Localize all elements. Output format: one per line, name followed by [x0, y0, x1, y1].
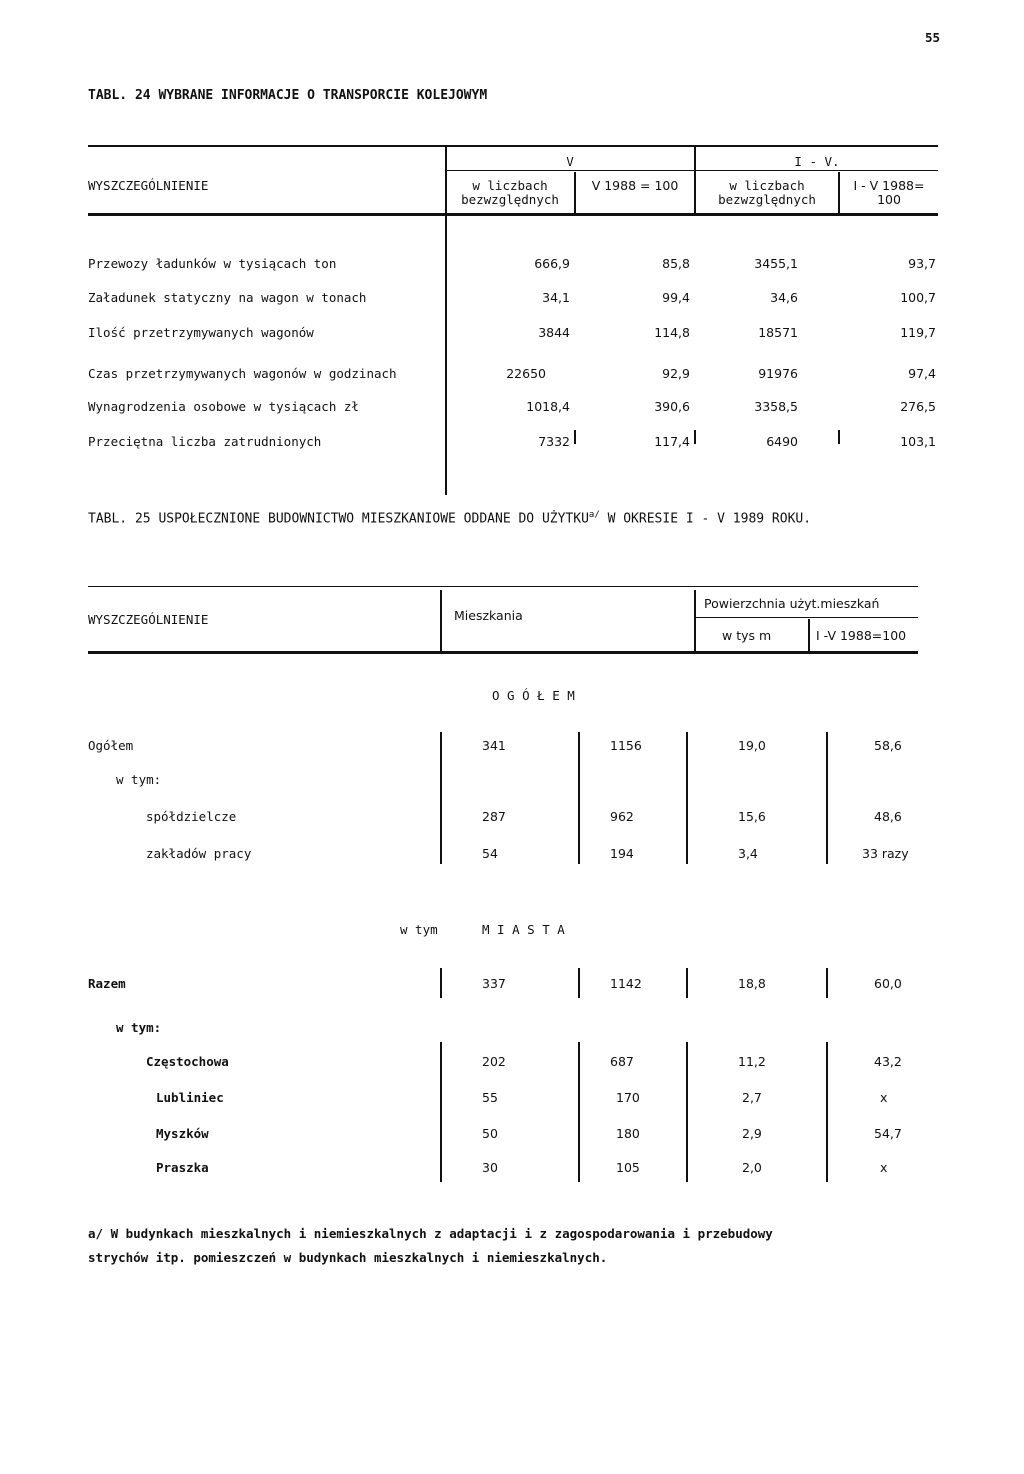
table24-cell: 119,7	[900, 325, 936, 340]
table24-top-rule	[88, 145, 938, 147]
table25-cell: 54	[482, 846, 498, 861]
table24-row-label: Załadunek statyczny na wagon w tonach	[88, 290, 367, 305]
table25-top-rule	[88, 586, 918, 587]
table25-cell: 180	[616, 1126, 640, 1141]
table25-col-head: WYSZCZEGÓLNIENIE	[88, 612, 209, 627]
table24-row-label: Przeciętna liczba zatrudnionych	[88, 434, 322, 449]
table25-row-label: Myszków	[156, 1126, 209, 1141]
table25-section-miasta: M I A S T A	[482, 922, 565, 937]
table24-cell: 666,9	[534, 256, 570, 271]
table25-row-label: Częstochowa	[146, 1054, 229, 1069]
table25-row-label: Lubliniec	[156, 1090, 224, 1105]
table24-cell: 91976	[758, 366, 798, 381]
table25-cell: 19,0	[738, 738, 766, 753]
table24-cell: 18571	[758, 325, 798, 340]
table25-sub-index: I -V 1988=100	[816, 628, 907, 643]
table24-row-label: Przewozy ładunków w tysiącach ton	[88, 256, 337, 271]
table25-col-mieszkania: Mieszkania	[454, 608, 523, 623]
table25-vline-1	[440, 590, 442, 652]
table25-cell: 337	[482, 976, 506, 991]
table25-row-label: Razem	[88, 976, 126, 991]
table25-cell: 43,2	[874, 1054, 902, 1069]
table24-cell: 34,6	[770, 290, 798, 305]
table24-cell: 97,4	[908, 366, 936, 381]
table25-cell: 54,7	[874, 1126, 902, 1141]
table25-vline-3	[808, 619, 810, 652]
table24-cell: 114,8	[654, 325, 690, 340]
table24-tick	[838, 430, 840, 444]
table25-cell: 18,8	[738, 976, 766, 991]
table25-vline-s1	[440, 732, 442, 864]
table25-cell: 50	[482, 1126, 498, 1141]
table25-cell: 962	[610, 809, 634, 824]
table25-col-powierzchnia: Powierzchnia użyt.mieszkań	[704, 596, 880, 611]
table25-row-label: w tym:	[116, 1020, 162, 1035]
table24-group-v: V	[566, 154, 574, 169]
table25-cell: x	[880, 1090, 888, 1105]
table24-cell: 85,8	[662, 256, 690, 271]
table25-row-label: w tym:	[116, 772, 162, 787]
table25-cell: 48,6	[874, 809, 902, 824]
table25-cell: 2,0	[742, 1160, 762, 1175]
table24-cell: 34,1	[542, 290, 570, 305]
table24-row-label: Czas przetrzymywanych wagonów w godzinach	[88, 366, 397, 381]
table25-vline-s1	[826, 732, 828, 864]
table25-cell: 287	[482, 809, 506, 824]
table25-cell: 170	[616, 1090, 640, 1105]
table24-group-rule	[446, 170, 938, 171]
table24-cell: 3844	[538, 325, 570, 340]
table25-cell: x	[880, 1160, 888, 1175]
table24-sub-2: V 1988 = 100	[591, 178, 679, 193]
table25-cell: 2,9	[742, 1126, 762, 1141]
table25-vline-s2	[578, 968, 580, 998]
table25-vline-s2	[440, 1042, 442, 1182]
table24-cell: 103,1	[900, 434, 936, 449]
footnote-line-1: a/ W budynkach mieszkalnych i niemieszkalnych z adaptacji i z zagospodarowania i przebudowy	[88, 1226, 773, 1241]
table25-title	[88, 510, 811, 526]
table25-vline-s2	[686, 1042, 688, 1182]
table25-row-label: zakładów pracy	[146, 846, 252, 861]
table24-cell: 276,5	[900, 399, 936, 414]
table24-cell: 6490	[766, 434, 798, 449]
table25-cell: 1156	[610, 738, 642, 753]
page-number: 55	[925, 30, 941, 45]
table25-header-rule	[88, 651, 918, 654]
table25-vline-s2	[826, 968, 828, 998]
table24-sub-1: w liczbach bezwzględnych	[461, 178, 559, 207]
table24-sub-3: w liczbach bezwzględnych	[718, 178, 816, 207]
table24-row-label: Wynagrodzenia osobowe w tysiącach zł	[88, 399, 359, 414]
table25-cell: 1142	[610, 976, 642, 991]
table24-cell: 100,7	[900, 290, 936, 305]
table25-cell: 60,0	[874, 976, 902, 991]
table24-tick	[694, 430, 696, 444]
table24-cell: 3455,1	[754, 256, 798, 271]
table24-cell: 1018,4	[526, 399, 570, 414]
table25-row-label: Praszka	[156, 1160, 209, 1175]
table24-row-label: Ilość przetrzymywanych wagonów	[88, 325, 314, 340]
table25-title-sup: a/	[588, 510, 600, 520]
table24-title: TABL. 24 WYBRANE INFORMACJE O TRANSPORCIE KOLEJOWYM	[88, 88, 488, 103]
table25-cell: 2,7	[742, 1090, 762, 1105]
table25-vline-s2	[578, 1042, 580, 1182]
table25-cell: 58,6	[874, 738, 902, 753]
table25-vline-s2	[686, 968, 688, 998]
table24-cell: 117,4	[654, 434, 690, 449]
table25-cell: 202	[482, 1054, 506, 1069]
table25-cell: 105	[616, 1160, 640, 1175]
table25-cell: 15,6	[738, 809, 766, 824]
table25-row-label: spółdzielcze	[146, 809, 237, 824]
table24-tick	[574, 430, 576, 444]
table25-cell: 341	[482, 738, 506, 753]
table25-vline-s2	[440, 968, 442, 998]
table24-cell: 3358,5	[754, 399, 798, 414]
table25-group-rule	[696, 617, 918, 618]
table25-vline-s2	[826, 1042, 828, 1182]
table25-cell: 11,2	[738, 1054, 766, 1069]
table24-sub-4: I - V 1988= 100	[853, 178, 925, 207]
table24-cell: 390,6	[654, 399, 690, 414]
table25-row-label: Ogółem	[88, 738, 134, 753]
table25-cell: 3,4	[738, 846, 758, 861]
table25-section-ogolem: O G Ó Ł E M	[492, 688, 575, 703]
table25-section-miasta-prefix: w tym	[400, 922, 438, 937]
table25-cell: 687	[610, 1054, 634, 1069]
table25-vline-2	[694, 590, 696, 652]
table25-vline-s1	[578, 732, 580, 864]
footnote-line-2: strychów itp. pomieszczeń w budynkach mieszkalnych i niemieszkalnych.	[88, 1250, 608, 1265]
table24-header-rule	[88, 213, 938, 216]
table24-col-head: WYSZCZEGÓLNIENIE	[88, 178, 209, 193]
table25-title-end: W OKRESIE I - V 1989 ROKU.	[599, 511, 812, 527]
table24-cell: 22650	[506, 366, 546, 381]
table25-cell: 30	[482, 1160, 498, 1175]
table25-vline-s1	[686, 732, 688, 864]
table24-cell: 93,7	[908, 256, 936, 271]
table24-cell: 99,4	[662, 290, 690, 305]
table24-cell: 7332	[538, 434, 570, 449]
table24-group-iv: I - V.	[794, 154, 840, 169]
table25-cell: 55	[482, 1090, 498, 1105]
table25-sub-tys: w tys m	[722, 628, 772, 643]
table24-cell: 92,9	[662, 366, 690, 381]
table25-cell: 33 razy	[862, 846, 909, 861]
table25-cell: 194	[610, 846, 634, 861]
table25-title-main: TABL. 25 USPOŁECZNIONE BUDOWNICTWO MIESZKANIOWE ODDANE DO UŻYTKU	[88, 511, 589, 527]
